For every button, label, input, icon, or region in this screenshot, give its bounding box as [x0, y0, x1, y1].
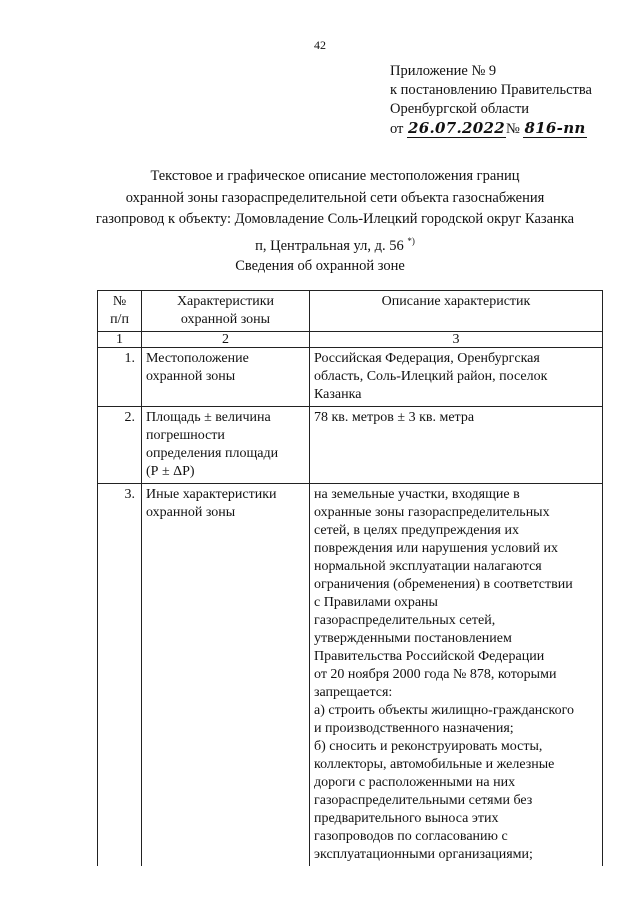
cell-line: 78 кв. метров ± 3 кв. метра	[314, 410, 475, 425]
cell-line: а) строить объекты жилищно-гражданского	[314, 703, 574, 718]
cell-line: Российская Федерация, Оренбургская	[314, 351, 540, 366]
handwritten-date: 26.07.2022	[408, 119, 505, 137]
table-row	[98, 484, 603, 867]
row-characteristic	[142, 348, 310, 407]
appendix-line-decree: к постановлению Правительства	[390, 82, 592, 98]
cell-line: дороги с расположенными на них	[314, 775, 516, 790]
cell-line: предварительного выноса этих	[314, 811, 499, 826]
row-description	[310, 407, 603, 484]
cell-line: запрещается:	[314, 685, 393, 700]
table-index-row	[98, 332, 603, 348]
cell-line: сетей, в целях предупреждения их	[314, 523, 519, 538]
cell-line: Местоположение	[146, 351, 249, 366]
row-characteristic	[142, 484, 310, 867]
cell-line: Площадь ± величина	[146, 410, 271, 425]
title-line-4	[70, 231, 600, 257]
cell-line: газораспределительными сетями без	[314, 793, 533, 808]
cell-line: область, Соль-Илецкий район, поселок	[314, 369, 548, 384]
cell-line: охранной зоны	[146, 369, 236, 384]
cell-line: газораспределительных сетей,	[314, 613, 496, 628]
cell-line: утвержденными постановлением	[314, 631, 512, 646]
cell-line: эксплуатационными организациями;	[314, 847, 533, 862]
row-characteristic	[142, 407, 310, 484]
table-row	[98, 407, 603, 484]
appendix-date-line	[390, 119, 630, 139]
table-header-row	[98, 291, 603, 332]
title-line-2: охранной зоны газораспределительной сети объекта газоснабжения	[125, 189, 545, 206]
cell-line: повреждения или нарушения условий их	[314, 541, 558, 556]
title-address: п, Центральная ул, д. 56	[255, 237, 404, 254]
index-cell: 3	[310, 332, 603, 348]
cell-line: газопроводов по согласованию с	[314, 829, 508, 844]
cell-line: от 20 ноября 2000 года № 878, которыми	[314, 667, 557, 682]
cell-line: Правительства Российской Федерации	[314, 649, 545, 664]
handwritten-number: 816-пп	[524, 119, 586, 137]
appendix-block	[390, 62, 630, 139]
cell-line: Иные характеристики	[146, 487, 277, 502]
cell-line: Казанка	[314, 387, 362, 402]
page-number: 42	[314, 38, 326, 52]
row-number: 3.	[98, 484, 142, 867]
cell-line: ограничения (обременения) в соответствии	[314, 577, 573, 592]
cell-line: охранные зоны газораспределительных	[314, 505, 550, 520]
index-cell: 2	[142, 332, 310, 348]
cell-line: на земельные участки, входящие в	[314, 487, 520, 502]
document-title	[70, 166, 600, 257]
cell-line: охранной зоны	[146, 505, 236, 520]
cell-line: погрешности	[146, 428, 225, 443]
index-cell: 1	[98, 332, 142, 348]
title-line-3: газопровод к объекту: Домовладение Соль-Илецкий городской округ Казанка	[95, 211, 575, 227]
header-characteristic: Характеристики охранной зоны	[142, 291, 310, 332]
date-prefix: от	[390, 121, 404, 137]
row-description	[310, 348, 603, 407]
row-description	[310, 484, 603, 867]
header-number: № п/п	[98, 291, 142, 332]
appendix-line-region: Оренбургской области	[390, 101, 530, 117]
cell-line: определения площади	[146, 446, 279, 461]
row-number: 2.	[98, 407, 142, 484]
table-row	[98, 348, 603, 407]
cell-line: б) сносить и реконструировать мосты,	[314, 739, 543, 754]
cell-line: нормальной эксплуатации налагаются	[314, 559, 542, 574]
header-description: Описание характеристик	[310, 291, 603, 332]
cell-line: и производственного назначения;	[314, 721, 514, 736]
row-number: 1.	[98, 348, 142, 407]
cell-line: с Правилами охраны	[314, 595, 438, 610]
appendix-title: Приложение № 9	[390, 63, 497, 79]
cell-line: (Р ± ΔР)	[146, 464, 195, 479]
section-subtitle: Сведения об охранной зоне	[235, 258, 405, 274]
protection-zone-table	[97, 290, 603, 866]
number-prefix: №	[505, 121, 520, 137]
title-line-1: Текстовое и графическое описание местоположения границ	[150, 168, 520, 184]
footnote-mark: *)	[407, 235, 415, 246]
cell-line: коллекторы, автомобильные и железные	[314, 757, 555, 772]
